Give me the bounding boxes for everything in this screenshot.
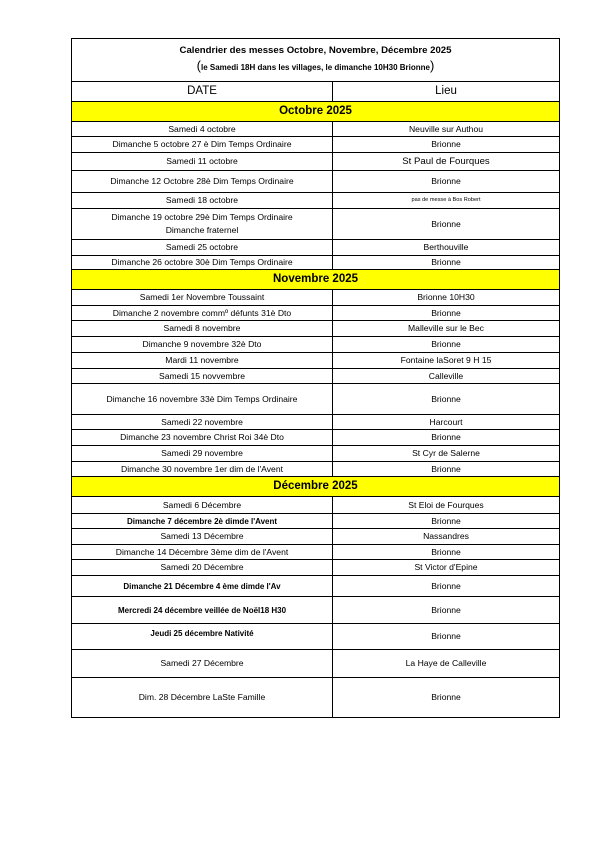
table-row [72,678,560,718]
table-row [72,240,560,256]
lieu-cell: Brionne [333,256,560,270]
table-row [72,597,560,624]
mass-calendar-sheet [71,38,559,718]
date-cell: Dimanche 23 novembre Christ Roi 34è Dto [72,430,333,446]
table-row [72,122,560,137]
date-cell [72,209,333,240]
date-cell: Samedi 4 octobre [72,122,333,137]
table-row [72,290,560,306]
month-header-november [72,270,560,290]
lieu-column-header: Lieu [333,82,560,102]
date-cell: Jeudi 25 décembre Nativité [72,624,333,650]
table-row [72,497,560,514]
lieu-cell: Brionne [333,306,560,321]
title-row [72,39,560,82]
lieu-cell: Brionne [333,209,560,240]
table-row [72,369,560,384]
subtitle-paren-close: ) [430,58,435,73]
lieu-cell: Berthouville [333,240,560,256]
table-row [72,384,560,415]
table-row [72,415,560,430]
date-cell: Samedi 22 novembre [72,415,333,430]
date-cell: Dim. 28 Décembre LaSte Famille [72,678,333,718]
lieu-cell: Harcourt [333,415,560,430]
table-row [72,171,560,193]
table-row [72,650,560,678]
lieu-cell: Brionne [333,576,560,597]
table-row [72,624,560,650]
table-row [72,137,560,153]
table-row [72,545,560,560]
lieu-cell: Brionne [333,597,560,624]
month-header-october [72,102,560,122]
table-row [72,306,560,321]
date-cell: Dimanche 12 Octobre 28è Dim Temps Ordinaire [72,171,333,193]
page-title: Calendrier des messes Octobre, Novembre, Décembre 2025 [179,45,452,56]
table-row [72,529,560,545]
table-row [72,560,560,576]
date-cell: Mercredi 24 décembre veillée de Noël18 H30 [72,597,333,624]
table-row [72,153,560,171]
table-row [72,337,560,353]
month-title: Octobre 2025 [72,102,560,122]
lieu-cell: St Paul de Fourques [333,153,560,171]
table-row [72,576,560,597]
lieu-cell: Malleville sur le Bec [333,321,560,337]
table-row [72,321,560,337]
table-row [72,193,560,209]
lieu-cell: Calleville [333,369,560,384]
lieu-cell: St Cyr de Salerne [333,446,560,462]
lieu-cell: St Eloi de Fourques [333,497,560,514]
table-row [72,430,560,446]
date-cell: Dimanche 26 octobre 30è Dim Temps Ordinaire [72,256,333,270]
month-title: Décembre 2025 [72,477,560,497]
date-cell: Samedi 1er Novembre Toussaint [72,290,333,306]
date-cell: Samedi 27 Décembre [72,650,333,678]
lieu-cell: Neuville sur Authou [333,122,560,137]
date-cell: Samedi 13 Décembre [72,529,333,545]
lieu-cell: Brionne 10H30 [333,290,560,306]
lieu-cell: Fontaine laSoret 9 H 15 [333,353,560,369]
table-row [72,256,560,270]
lieu-cell: Brionne [333,384,560,415]
subtitle-text: le Samedi 18H dans les villages, le dimanche 10H30 Brionne [201,63,430,72]
lieu-cell: Brionne [333,171,560,193]
mass-calendar-table [71,38,560,718]
date-cell: Mardi 11 novembre [72,353,333,369]
table-row [72,462,560,477]
table-row [72,514,560,529]
table-row [72,209,560,240]
date-cell: Dimanche 14 Décembre 3ème dim de l'Avent [72,545,333,560]
lieu-cell: Brionne [333,430,560,446]
table-row [72,446,560,462]
lieu-cell: Brionne [333,462,560,477]
lieu-cell: Nassandres [333,529,560,545]
date-cell: Dimanche 9 novembre 32è Dto [72,337,333,353]
lieu-cell: Brionne [333,337,560,353]
lieu-cell: Brionne [333,624,560,650]
date-line-2: Dimanche fraternel [165,225,239,235]
date-cell: Samedi 20 Décembre [72,560,333,576]
date-cell: Dimanche 21 Décembre 4 ème dimde l'Av [72,576,333,597]
table-row [72,353,560,369]
lieu-cell: La Haye de Calleville [333,650,560,678]
date-cell: Samedi 8 novembre [72,321,333,337]
month-header-december [72,477,560,497]
page-subtitle [72,60,559,73]
lieu-cell: Brionne [333,137,560,153]
subtitle-paren-open: ( [196,58,201,73]
date-cell: Dimanche 5 octobre 27 è Dim Temps Ordinaire [72,137,333,153]
lieu-cell: Brionne [333,678,560,718]
lieu-cell: Brionne [333,545,560,560]
date-cell: Dimanche 7 décembre 2è dimde l'Avent [72,514,333,529]
lieu-cell: pas de messe à Bos Robert [333,193,560,209]
date-column-header: DATE [72,82,333,102]
date-cell: Samedi 11 octobre [72,153,333,171]
date-cell: Samedi 6 Décembre [72,497,333,514]
lieu-cell: St Victor d'Epine [333,560,560,576]
date-cell: Samedi 29 novembre [72,446,333,462]
date-cell: Dimanche 2 novembre commº défunts 31è Dto [72,306,333,321]
date-cell: Samedi 18 octobre [72,193,333,209]
date-cell: Samedi 15 novvembre [72,369,333,384]
column-header-row [72,82,560,102]
date-cell: Dimanche 16 novembre 33è Dim Temps Ordinaire [72,384,333,415]
date-cell: Dimanche 30 novembre 1er dim de l'Avent [72,462,333,477]
date-line: Dimanche 19 octobre 29è Dim Temps Ordinaire [111,212,293,222]
lieu-cell: Brionne [333,514,560,529]
date-cell: Samedi 25 octobre [72,240,333,256]
month-title: Novembre 2025 [72,270,560,290]
